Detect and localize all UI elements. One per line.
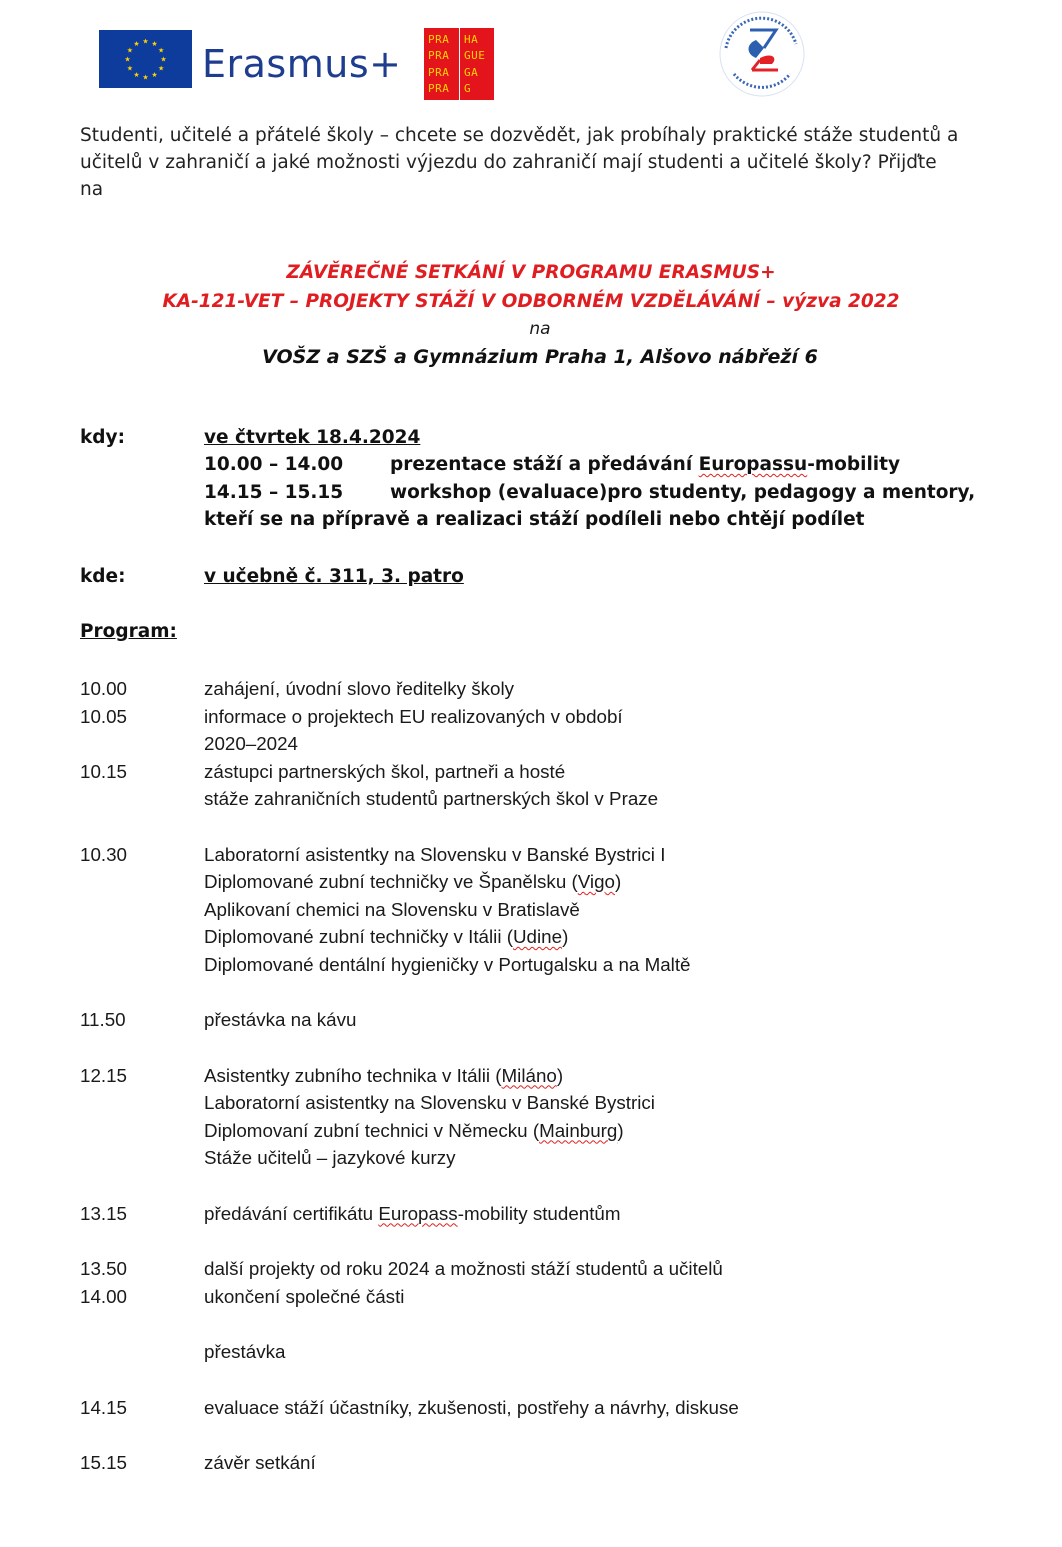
program-time: 10.15 xyxy=(80,760,127,782)
schedule-row xyxy=(204,454,900,475)
heading-connector: na xyxy=(529,319,551,339)
praha-logo-right-column xyxy=(460,28,485,100)
program-time: 14.15 xyxy=(80,1396,127,1418)
program-item xyxy=(80,1007,1030,1035)
eu-star-icon: ★ xyxy=(151,39,158,48)
program-time: 15.15 xyxy=(80,1452,127,1473)
program-time xyxy=(80,1339,204,1367)
program-description xyxy=(204,704,623,759)
erasmus-logo-text: Erasmus+ xyxy=(202,42,402,86)
event-venue: VOŠZ a SZŠ a Gymnázium Praha 1, Alšovo nábřeží 6 xyxy=(262,346,818,368)
schedule-text: -mobility xyxy=(807,454,901,475)
program-item xyxy=(80,1395,1030,1423)
program-line: závěr setkání xyxy=(204,1452,316,1473)
program-description xyxy=(204,1284,404,1312)
program-description xyxy=(204,759,658,814)
program-description xyxy=(204,1395,739,1423)
program-time: 13.50 xyxy=(80,1258,127,1279)
event-place: v učebně č. 311, 3. patro xyxy=(204,566,464,587)
schedule-text: workshop (evaluace)pro studenty, pedagogy a mentory, xyxy=(390,482,976,503)
program-item xyxy=(80,1201,1030,1229)
program-item xyxy=(80,1063,1030,1173)
program-line: evaluace stáží účastníky, zkušenosti, postřehy a návrhy, diskuse xyxy=(204,1396,739,1418)
schedule-time: 14.15 – 15.15 xyxy=(204,482,344,503)
program-line: Laboratorní asistentky na Slovensku v Banské Bystrici xyxy=(204,1092,655,1113)
program-line: ukončení společné části xyxy=(204,1285,405,1307)
program-description xyxy=(204,842,691,980)
spellcheck-flagged-word: Udine xyxy=(512,926,563,947)
schedule-continuation: kteří se na přípravě a realizaci stáží podíleli nebo chtějí podílet xyxy=(204,509,865,530)
eu-star-icon: ★ xyxy=(142,37,149,46)
eu-star-icon: ★ xyxy=(151,71,158,80)
event-heading xyxy=(0,258,1062,372)
praha-logo-text: PRA xyxy=(428,82,450,96)
program-line: informace o projektech EU realizovaných v období xyxy=(204,705,623,727)
program-item xyxy=(80,842,1030,980)
program-item xyxy=(80,704,1030,759)
program-description xyxy=(204,1007,356,1035)
intro-paragraph xyxy=(80,122,1010,203)
program-description xyxy=(204,1256,723,1284)
eu-star-icon: ★ xyxy=(157,46,165,55)
program-line: zástupci partnerských škol, partneři a hosté xyxy=(204,760,566,782)
program-description xyxy=(204,676,514,704)
intro-line: učitelů v zahraničí a jaké možnosti výjezdu do zahraničí mají studenti a učitelé školy? Přijďte xyxy=(80,152,937,173)
program-item xyxy=(80,1450,1030,1478)
praha-logo-text: PRA xyxy=(428,32,450,46)
praha-logo-left-column xyxy=(424,28,460,100)
eu-star-icon: ★ xyxy=(126,46,134,55)
program-line: Asistentky zubního technika v Itálii (Miláno) xyxy=(204,1064,564,1086)
schedule-text: prezentace stáží a předávání xyxy=(390,454,699,475)
program-time: 10.00 xyxy=(80,678,127,699)
program-line: Laboratorní asistentky na Slovensku v Banské Bystrici I xyxy=(204,843,666,865)
spellcheck-flagged-word: Europassu xyxy=(698,454,808,475)
program-line: Aplikovaní chemici na Slovensku v Bratislavě xyxy=(204,898,580,920)
eu-star-icon: ★ xyxy=(142,73,149,82)
schedule-row xyxy=(204,482,975,503)
program-item xyxy=(80,1284,1030,1312)
event-subtitle: KA-121-VET – PROJEKTY STÁŽÍ V ODBORNÉM VZDĚLÁVÁNÍ – výzva 2022 xyxy=(162,291,900,312)
eu-star-icon: ★ xyxy=(126,64,134,73)
schedule-time: 10.00 – 14.00 xyxy=(204,454,344,475)
program-line: Diplomované zubní techničky v Itálii (Udine) xyxy=(204,926,569,947)
praha-logo-text: HA xyxy=(464,32,479,46)
school-emblem-icon xyxy=(716,8,808,100)
program-time: 12.15 xyxy=(80,1064,127,1086)
program-line: Diplomovaní zubní technici v Německu (Mainburg) xyxy=(204,1119,624,1141)
program-line: Diplomované zubní techničky ve Španělsku (Vigo) xyxy=(204,871,622,892)
event-date: ve čtvrtek 18.4.2024 xyxy=(204,427,421,448)
praha-logo xyxy=(424,28,494,100)
program-line: stáže zahraničních studentů partnerských škol v Praze xyxy=(204,788,659,809)
spellcheck-flagged-word: Miláno xyxy=(501,1064,557,1086)
program-description xyxy=(204,1063,655,1173)
spellcheck-flagged-word: Vigo xyxy=(577,871,616,892)
when-label: kdy: xyxy=(80,427,126,448)
where-label: kde: xyxy=(80,566,126,587)
eu-star-icon: ★ xyxy=(157,64,165,73)
program-line: předávání certifikátu Europass-mobility studentům xyxy=(204,1202,621,1224)
praha-logo-text: GUE xyxy=(464,49,486,63)
spellcheck-flagged-word: Mainburg xyxy=(539,1119,618,1141)
program-item xyxy=(80,1256,1030,1284)
program-heading: Program: xyxy=(80,621,177,642)
eu-star-icon: ★ xyxy=(124,55,131,64)
praha-logo-text: GA xyxy=(464,65,479,79)
program-description xyxy=(204,1450,316,1478)
program-time: 14.00 xyxy=(80,1285,127,1307)
event-title: ZÁVĚREČNÉ SETKÁNÍ V PROGRAMU ERASMUS+ xyxy=(286,262,776,283)
intro-line: na xyxy=(80,179,104,200)
eu-star-icon: ★ xyxy=(133,71,140,80)
program-time: 10.05 xyxy=(80,705,127,727)
program-time: 11.50 xyxy=(80,1009,126,1030)
program-line: Stáže učitelů – jazykové kurzy xyxy=(204,1147,456,1168)
eu-star-icon: ★ xyxy=(133,39,140,48)
program-item xyxy=(80,1339,1030,1367)
program-item xyxy=(80,759,1030,814)
intro-line: Studenti, učitelé a přátelé školy – chcete se dozvědět, jak probíhaly praktické stáže studentů a xyxy=(80,125,959,146)
program-line: přestávka na kávu xyxy=(204,1009,357,1030)
program-description xyxy=(204,1201,621,1229)
program-time: 10.30 xyxy=(80,843,127,865)
praha-logo-text: G xyxy=(464,82,472,96)
eu-flag-icon xyxy=(99,30,192,88)
program-line: další projekty od roku 2024 a možnosti stáží studentů a učitelů xyxy=(204,1258,723,1279)
program-time: 13.15 xyxy=(80,1202,127,1224)
program-list xyxy=(80,676,1030,1478)
program-line: zahájení, úvodní slovo ředitelky školy xyxy=(204,678,515,699)
praha-logo-text: PRA xyxy=(428,65,450,79)
program-line: přestávka xyxy=(204,1341,286,1362)
praha-logo-text: PRA xyxy=(428,49,450,63)
program-line: Diplomované dentální hygieničky v Portugalsku a na Maltě xyxy=(204,953,691,975)
eu-stars-icon xyxy=(99,30,192,88)
program-line: 2020–2024 xyxy=(204,733,299,754)
program-item xyxy=(80,676,1030,704)
spellcheck-flagged-word: Europass xyxy=(378,1202,458,1224)
program-description xyxy=(204,1339,285,1367)
eu-star-icon: ★ xyxy=(160,55,167,64)
